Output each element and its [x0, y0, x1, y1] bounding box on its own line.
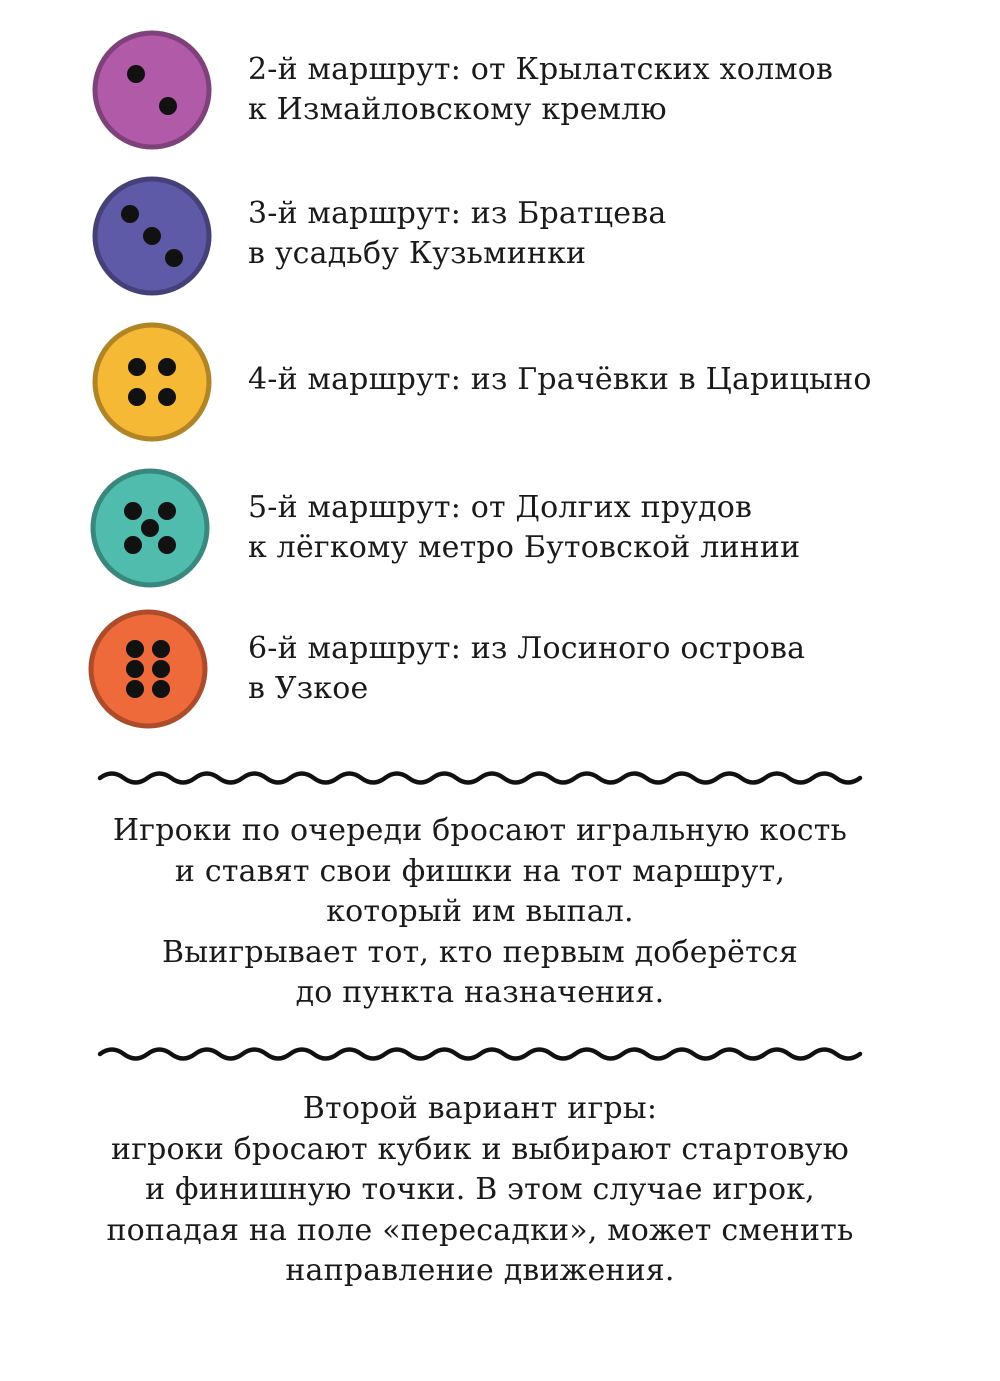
- die-three-icon: [90, 174, 214, 298]
- die-pip: [143, 227, 161, 245]
- route-3-text: [248, 194, 968, 274]
- die-pip: [126, 680, 144, 698]
- die-pip: [159, 97, 177, 115]
- route-6-text: [248, 629, 968, 709]
- route-6: [0, 607, 1000, 737]
- die-pip: [158, 536, 176, 554]
- die-pip: [126, 640, 144, 658]
- route-3-line-2: в усадьбу Кузьминки: [248, 236, 587, 271]
- die-pip: [124, 502, 142, 520]
- route-5-line-1: 5-й маршрут: от Долгих прудов: [248, 490, 753, 525]
- die-four-icon: [90, 320, 214, 444]
- wavy-divider: [95, 1039, 865, 1069]
- die-pip: [152, 660, 170, 678]
- rules-paragraph: [40, 811, 920, 1014]
- die-pip: [127, 65, 145, 83]
- variant-line: игроки бросают кубик и выбирают стартовую: [111, 1131, 849, 1167]
- die-two-icon: [90, 28, 214, 152]
- rules-line: Игроки по очереди бросают игральную кость: [112, 813, 848, 848]
- variant-line: Второй вариант игры:: [302, 1091, 658, 1126]
- die-pip: [128, 358, 146, 376]
- route-5-line-2: к лёгкому метро Бутовской линии: [248, 530, 801, 565]
- route-6-line-2: в Узкое: [248, 671, 369, 706]
- die-five-icon: [88, 466, 212, 590]
- route-2-line-2: к Измайловскому кремлю: [248, 92, 667, 127]
- route-6-line-1: 6-й маршрут: из Лосиного острова: [248, 631, 806, 666]
- route-5: [0, 466, 1000, 596]
- rules-line: и ставят свои фишки на тот маршрут,: [174, 853, 786, 889]
- die-pip: [158, 502, 176, 520]
- route-3-line-1: 3-й маршрут: из Братцева: [248, 196, 667, 231]
- variant-line: и финишную точки. В этом случае игрок,: [145, 1172, 815, 1207]
- die-pip: [158, 388, 176, 406]
- rules-line: который им выпал.: [326, 894, 634, 929]
- die-face: [91, 612, 205, 726]
- route-4-text: [248, 360, 968, 400]
- variant-line: направление движения.: [285, 1253, 675, 1288]
- wave-line: [100, 774, 860, 783]
- die-face: [95, 33, 209, 147]
- rules-line: Выигрывает тот, кто первым доберётся: [161, 934, 799, 970]
- route-3: [0, 174, 1000, 304]
- wave-line: [100, 1050, 860, 1059]
- die-pip: [165, 249, 183, 267]
- die-pip: [152, 680, 170, 698]
- die-pip: [141, 519, 159, 537]
- die-pip: [126, 660, 144, 678]
- variant-paragraph: [40, 1089, 920, 1292]
- route-4: [0, 320, 1000, 450]
- die-pip: [128, 388, 146, 406]
- die-pip: [152, 640, 170, 658]
- route-5-text: [248, 488, 968, 568]
- die-face: [95, 325, 209, 439]
- die-six-icon: [86, 607, 210, 731]
- rules-line: до пункта назначения.: [295, 975, 665, 1010]
- route-2-text: [248, 50, 968, 130]
- route-2: [0, 28, 1000, 158]
- variant-line: попадая на поле «пересадки», может сменить: [106, 1212, 854, 1248]
- route-2-line-1: 2-й маршрут: от Крылатских холмов: [248, 52, 834, 87]
- die-pip: [158, 358, 176, 376]
- wavy-divider: [95, 763, 865, 793]
- die-pip: [121, 205, 139, 223]
- route-4-line-1: 4-й маршрут: из Грачёвки в Царицыно: [248, 362, 872, 397]
- die-pip: [124, 536, 142, 554]
